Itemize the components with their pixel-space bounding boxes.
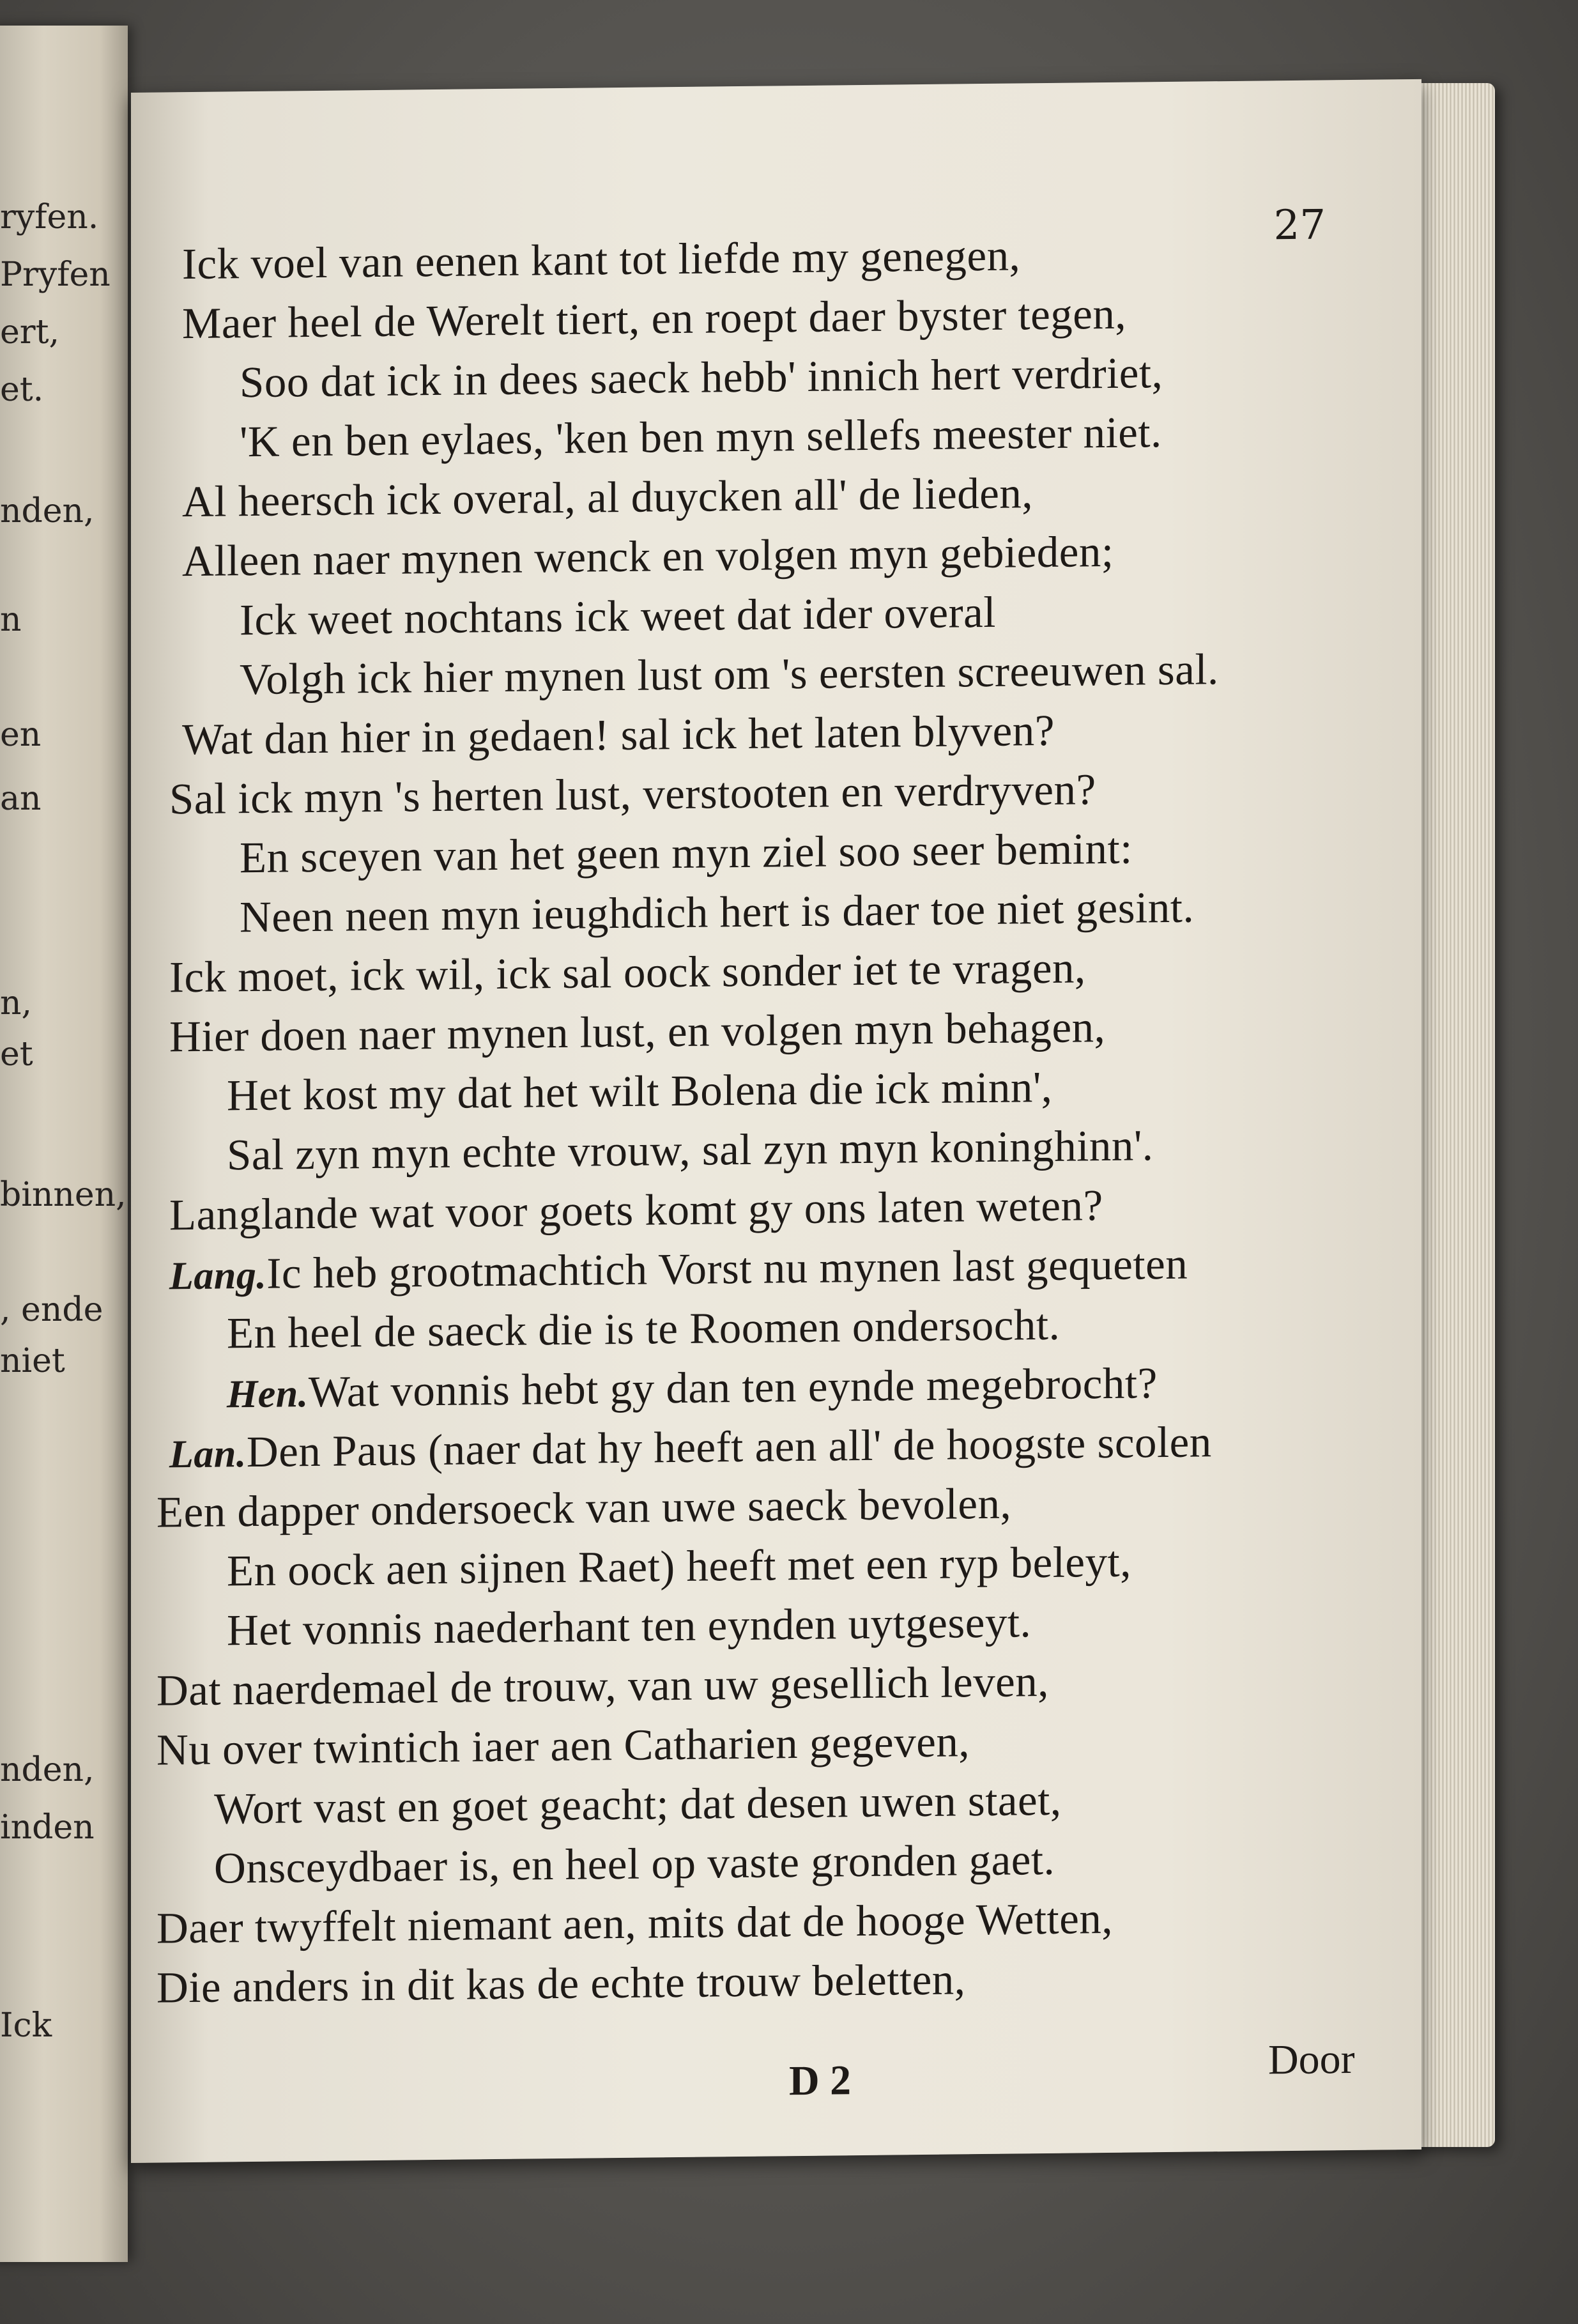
verse-line: [169, 1417, 1212, 1478]
verse-line-text: Sal zyn myn echte vrouw, sal zyn myn koninghinn'.: [227, 1121, 1154, 1180]
verse-line-text: Het kost my dat het wilt Bolena die ick minn',: [227, 1062, 1053, 1120]
book-page: [131, 79, 1421, 2163]
verse-line: [240, 348, 1163, 408]
verse-line-text: Soo dat ick in dees saeck hebb' innich hert verdriet,: [240, 348, 1163, 407]
verse-line-text: Nu over twintich iaer aen Catharien gegeven,: [157, 1717, 970, 1774]
verse-line: [169, 764, 1096, 824]
verse-line: [227, 1358, 1158, 1418]
verse-line: [182, 230, 1020, 289]
verse-line-text: Ick weet nochtans ick weet dat ider overal: [240, 587, 996, 645]
verse-line-text: Wat vonnis hebt gy dan ten eynde megebrocht?: [308, 1358, 1158, 1417]
facing-page-fragment: en: [0, 716, 42, 754]
facing-page-fragment: Ick: [0, 2006, 52, 2045]
page-number: 27: [1273, 201, 1326, 250]
verse-line: [240, 882, 1194, 943]
facing-page-fragment: , ende: [0, 1291, 103, 1329]
verse-text: [131, 79, 1421, 2163]
facing-page-fragment: n,: [0, 984, 33, 1022]
verse-line-text: Die anders in dit kas de echte trouw beletten,: [157, 1955, 966, 2012]
verse-line: [169, 1180, 1103, 1240]
facing-page-fragment: inden: [0, 1808, 95, 1847]
verse-line: [182, 705, 1055, 765]
verse-line-text: Volgh ick hier mynen lust om 's eersten screeuwen sal.: [240, 645, 1219, 704]
verse-line: [240, 824, 1133, 884]
verse-line: [227, 1537, 1131, 1597]
verse-line-text: En sceyen van het geen myn ziel soo seer bemint:: [240, 824, 1133, 882]
verse-line-text: Daer twyffelt niemant aen, mits dat de hooge Wetten,: [157, 1893, 1114, 1953]
facing-page-fragment: Pryfen: [0, 256, 111, 294]
facing-page-left: [0, 26, 128, 2262]
facing-page-fragment: niet: [0, 1342, 65, 1380]
verse-line-text: Ick voel van eenen kant tot liefde my genegen,: [182, 231, 1021, 289]
verse-line: [182, 289, 1126, 349]
facing-page-fragment: nden,: [0, 1751, 95, 1789]
verse-line: [227, 1300, 1060, 1359]
signature-mark: D 2: [789, 2057, 852, 2105]
verse-line: [182, 527, 1114, 587]
facing-page-fragment: nden,: [0, 492, 95, 530]
verse-line-text: Ic heb grootmachtich Vorst nu mynen last gequeten: [266, 1239, 1188, 1298]
facing-page-fragment: ryfen.: [0, 198, 99, 236]
verse-line: [157, 1656, 1049, 1716]
verse-line: [169, 1002, 1105, 1062]
verse-line: [227, 1597, 1031, 1656]
verse-line-text: Dat naerdemael de trouw, van uw gesellich leven,: [157, 1656, 1050, 1715]
verse-line-text: Langlande wat voor goets komt gy ons laten weten?: [169, 1181, 1103, 1240]
facing-page-fragment: et: [0, 1035, 33, 1074]
verse-line: [157, 1479, 1011, 1538]
verse-line-text: En heel de saeck die is te Roomen ondersocht.: [227, 1300, 1061, 1358]
verse-line-text: Neen neen myn ieughdich hert is daer toe niet gesint.: [240, 882, 1195, 942]
facing-page-fragment: n: [0, 601, 22, 639]
verse-line: [227, 1062, 1053, 1121]
verse-line-text: Sal ick myn 's herten lust, verstooten en verdryven?: [169, 765, 1096, 824]
catchword: Door: [1268, 2035, 1355, 2084]
speaker-label: Hen.: [227, 1372, 309, 1417]
facing-page-fragment: ert,: [0, 313, 60, 351]
verse-line: [169, 1239, 1188, 1300]
verse-line-text: Wat dan hier in gedaen! sal ick het laten blyven?: [182, 705, 1055, 764]
verse-line: [182, 468, 1033, 527]
facing-page-fragment: et.: [0, 371, 44, 409]
verse-line-text: Een dapper ondersoeck van uwe saeck bevolen,: [157, 1479, 1012, 1537]
verse-line-text: En oock aen sijnen Raet) heeft met een ryp beleyt,: [227, 1537, 1131, 1596]
verse-line: [214, 1775, 1062, 1835]
verse-line: [157, 1716, 970, 1775]
verse-line-text: Wort vast en goet geacht; dat desen uwen staet,: [214, 1775, 1062, 1833]
verse-line-text: Ick moet, ick wil, ick sal oock sonder iet te vragen,: [169, 943, 1086, 1002]
verse-line-text: Den Paus (naer dat hy heeft aen all' de hoogste scolen: [246, 1417, 1212, 1477]
facing-page-fragment: binnen,: [0, 1176, 126, 1214]
verse-line-text: Alleen naer mynen wenck en volgen myn gebieden;: [182, 527, 1114, 586]
verse-line-text: Hier doen naer mynen lust, en volgen myn behagen,: [169, 1003, 1106, 1061]
verse-line-text: 'K en ben eylaes, 'ken ben myn sellefs meester niet.: [240, 408, 1162, 466]
facing-page-fragment: an: [0, 780, 42, 818]
speaker-label: Lang.: [169, 1253, 267, 1298]
verse-line: [157, 1893, 1113, 1954]
verse-line: [227, 1120, 1154, 1180]
verse-line-text: Het vonnis naederhant ten eynden uytgeseyt.: [227, 1597, 1032, 1655]
verse-line: [157, 1954, 965, 2013]
verse-line-text: Onsceydbaer is, en heel op vaste gronden gaet.: [214, 1835, 1055, 1893]
verse-line: [214, 1835, 1055, 1894]
verse-line: [169, 943, 1086, 1003]
verse-line: [240, 587, 996, 645]
verse-line-text: Al heersch ick overal, al duycken all' de lieden,: [182, 468, 1034, 527]
speaker-label: Lan.: [169, 1432, 247, 1477]
verse-line-text: Maer heel de Werelt tiert, en roept daer byster tegen,: [182, 289, 1127, 348]
verse-line: [240, 407, 1162, 467]
verse-line: [240, 644, 1219, 705]
